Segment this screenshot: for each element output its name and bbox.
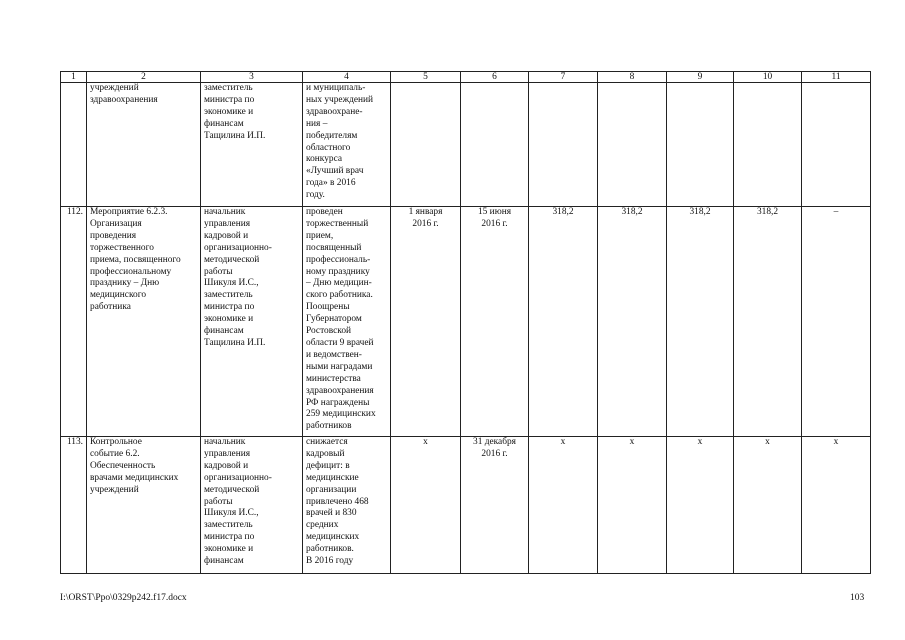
cell-text-line: Ростовской [306, 326, 352, 337]
value-cell: x [529, 437, 598, 574]
cell-text-line: Шикуля И.С., [204, 278, 259, 289]
cell-text-line: кадровый [306, 448, 345, 459]
cell-text-line: области 9 врачей [306, 337, 374, 348]
end-date-cell [461, 207, 529, 437]
header-cell: 2 [87, 72, 201, 83]
table-row [61, 437, 871, 574]
header-cell: 11 [802, 72, 871, 83]
responsible-cell [201, 437, 303, 574]
header-cell: 8 [598, 72, 667, 83]
cell-text-line: ных учреждений [306, 94, 374, 105]
cell-text-line: Контрольное [90, 437, 142, 447]
cell-text-line: ному празднику [306, 266, 370, 277]
header-cell: 1 [61, 72, 87, 83]
cell-text-line: ными наградами [306, 361, 373, 372]
cell-text-line: Тащилина И.П. [204, 337, 266, 348]
cell-text-line: экономике и [204, 106, 254, 117]
cell-text-line: 2016 г. [412, 218, 439, 229]
value-cell [529, 83, 598, 207]
activity-cell [87, 207, 201, 437]
cell-text-line: снижается [306, 437, 348, 447]
cell-text-line: медицинские [306, 472, 359, 483]
cell-text-line: здравоохране- [306, 106, 363, 117]
cell-text-line: ния – [306, 118, 328, 129]
cell-text-line: работников [306, 421, 352, 432]
table-row [61, 83, 871, 207]
cell-text-line: победителям [306, 130, 358, 141]
value-cell: 318,2 [734, 207, 802, 437]
cell-text-line: привлечено 468 [306, 496, 369, 507]
header-cell: 9 [667, 72, 734, 83]
cell-text-line: организационно- [204, 472, 272, 483]
cell-text-line: посвященный [306, 242, 362, 253]
cell-text-line: заместитель [204, 520, 253, 531]
cell-text-line: заместитель [204, 290, 253, 301]
cell-text-line: «Лучший врач [306, 166, 364, 177]
cell-text-line: торжественный [306, 218, 369, 229]
cell-text-line: – Дню медицин- [306, 278, 372, 289]
cell-text-line: министра по [204, 302, 255, 313]
cell-text-line: РФ награждены [306, 397, 370, 408]
cell-text-line: году. [306, 190, 325, 201]
start-date-cell [391, 83, 461, 207]
cell-text-line: организации [306, 484, 357, 495]
cell-text-line: министра по [204, 94, 255, 105]
cell-text-line: Тащилина И.П. [204, 130, 266, 141]
cell-text-line: Обеспеченность [90, 460, 156, 471]
cell-text-line: начальник [204, 437, 246, 447]
cell-text-line: и муниципаль- [306, 83, 366, 93]
cell-text-line: дефицит: в [306, 460, 350, 471]
cell-text-line: 1 января [408, 207, 443, 217]
value-cell [734, 83, 802, 207]
start-date-cell: x [391, 437, 461, 574]
file-path: I:\ORST\Ppo\0329p242.f17.docx [60, 593, 187, 603]
result-cell [303, 207, 391, 437]
cell-text-line: Губернатором [306, 314, 362, 325]
cell-text-line: министерства [306, 373, 361, 384]
cell-text-line: проведен [306, 207, 343, 217]
header-row [61, 72, 871, 83]
cell-text-line: медицинского [90, 290, 147, 301]
cell-text-line: 259 медицинских [306, 409, 376, 420]
cell-text-line: учреждений [90, 484, 139, 495]
cell-text-line: 2016 г. [481, 218, 508, 229]
cell-text-line: и ведомствен- [306, 349, 362, 360]
cell-text-line: кадровой и [204, 460, 249, 471]
row-number-cell: 112. [61, 207, 87, 437]
cell-text-line: В 2016 году [306, 556, 354, 567]
value-cell: – [802, 207, 871, 437]
cell-text-line: профессиональ- [306, 254, 371, 265]
cell-text-line: Поощрены [306, 302, 350, 313]
header-cell: 4 [303, 72, 391, 83]
cell-text-line: работника [90, 302, 131, 313]
value-cell: 318,2 [529, 207, 598, 437]
cell-text-line: работы [204, 266, 233, 277]
cell-text-line: областного [306, 142, 351, 153]
cell-text-line: финансам [204, 118, 244, 129]
row-number-cell: 113. [61, 437, 87, 574]
table-row [61, 207, 871, 437]
value-cell: x [667, 437, 734, 574]
cell-text-line: торжественного [90, 242, 154, 253]
cell-text-line: экономике и [204, 544, 254, 555]
cell-text-line: медицинских [306, 532, 360, 543]
cell-text-line: конкурса [306, 154, 343, 165]
cell-text-line: проведения [90, 230, 137, 241]
cell-text-line: средних [306, 520, 339, 531]
cell-text-line: врачей и 830 [306, 508, 357, 519]
header-cell: 7 [529, 72, 598, 83]
cell-text-line: 31 декабря [473, 437, 516, 447]
result-cell [303, 437, 391, 574]
cell-text-line: начальник [204, 207, 246, 217]
cell-text-line: экономике и [204, 314, 254, 325]
cell-text-line: финансам [204, 556, 244, 567]
cell-text-line: Мероприятие 6.2.3. [90, 207, 168, 217]
cell-text-line: методической [204, 254, 260, 265]
cell-text-line: Организация [90, 218, 142, 229]
value-cell [802, 83, 871, 207]
cell-text-line: методической [204, 484, 260, 495]
cell-text-line: управления [204, 218, 251, 229]
row-number-cell [61, 83, 87, 207]
cell-text-line: кадровой и [204, 230, 249, 241]
cell-text-line: здравоохранения [306, 385, 374, 396]
header-cell: 6 [461, 72, 529, 83]
activity-cell [87, 83, 201, 207]
cell-text-line: работы [204, 496, 233, 507]
cell-text-line: работников. [306, 544, 354, 555]
document-table [60, 71, 871, 574]
cell-text-line: Шикуля И.С., [204, 508, 259, 519]
header-cell: 10 [734, 72, 802, 83]
cell-text-line: финансам [204, 326, 244, 337]
cell-text-line: учреждений [90, 83, 139, 93]
activity-cell [87, 437, 201, 574]
cell-text-line: профессиональному [90, 266, 172, 277]
end-date-cell [461, 83, 529, 207]
cell-text-line: врачами медицинских [90, 472, 179, 483]
value-cell: 318,2 [667, 207, 734, 437]
cell-text-line: ского работника. [306, 290, 373, 301]
cell-text-line: организационно- [204, 242, 272, 253]
header-cell: 3 [201, 72, 303, 83]
cell-text-line: министра по [204, 532, 255, 543]
page-number: 103 [850, 593, 865, 603]
value-cell [598, 83, 667, 207]
cell-text-line: здравоохранения [90, 94, 158, 105]
cell-text-line: приема, посвященного [90, 254, 181, 265]
value-cell [667, 83, 734, 207]
cell-text-line: событие 6.2. [90, 448, 140, 459]
end-date-cell [461, 437, 529, 574]
responsible-cell [201, 207, 303, 437]
cell-text-line: заместитель [204, 83, 253, 93]
value-cell: 318,2 [598, 207, 667, 437]
value-cell: x [802, 437, 871, 574]
start-date-cell [391, 207, 461, 437]
header-cell: 5 [391, 72, 461, 83]
cell-text-line: года» в 2016 [306, 178, 356, 189]
cell-text-line: 15 июня [477, 207, 512, 217]
responsible-cell [201, 83, 303, 207]
result-cell [303, 83, 391, 207]
cell-text-line: 2016 г. [481, 448, 508, 459]
cell-text-line: празднику – Дню [90, 278, 160, 289]
cell-text-line: управления [204, 448, 251, 459]
cell-text-line: прием, [306, 230, 334, 241]
value-cell: x [598, 437, 667, 574]
value-cell: x [734, 437, 802, 574]
